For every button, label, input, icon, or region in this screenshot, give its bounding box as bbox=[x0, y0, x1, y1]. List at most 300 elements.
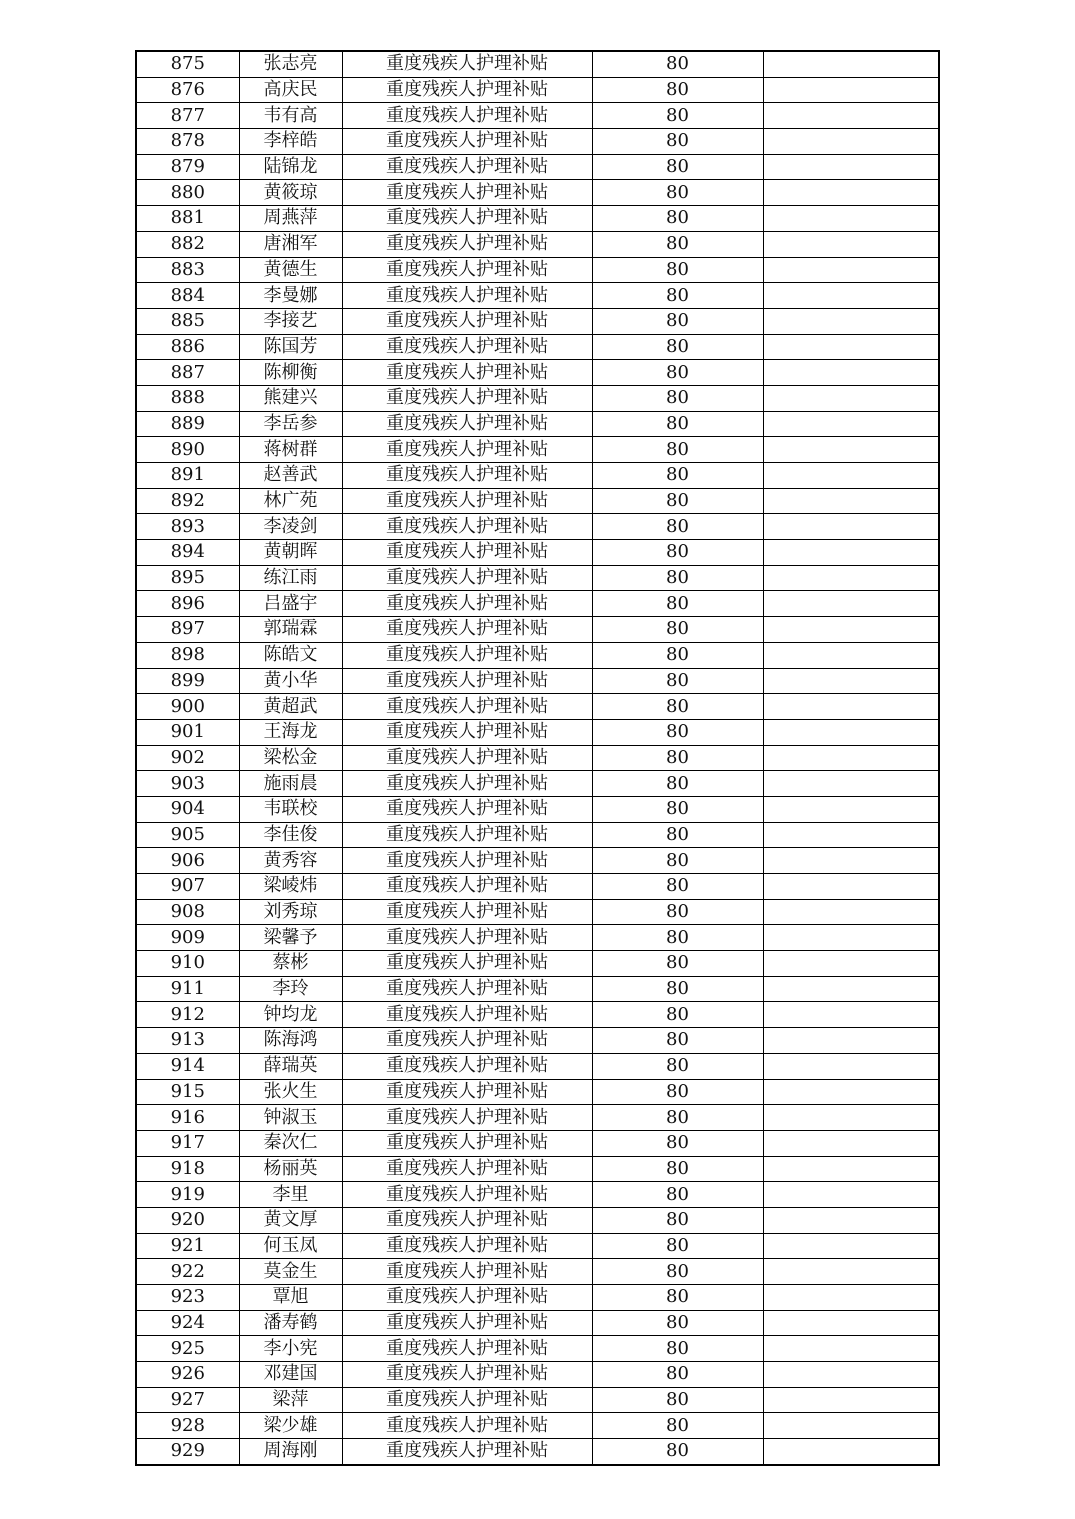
name-cell: 唐湘军 bbox=[239, 231, 342, 257]
amount-cell: 80 bbox=[592, 668, 763, 694]
remark-cell bbox=[763, 231, 939, 257]
remark-cell bbox=[763, 360, 939, 386]
subsidy-type-cell: 重度残疾人护理补贴 bbox=[342, 154, 592, 180]
amount-cell: 80 bbox=[592, 540, 763, 566]
name-cell: 黄秀容 bbox=[239, 848, 342, 874]
subsidy-type-cell: 重度残疾人护理补贴 bbox=[342, 257, 592, 283]
serial-number-cell: 922 bbox=[136, 1259, 239, 1285]
subsidy-type-cell: 重度残疾人护理补贴 bbox=[342, 719, 592, 745]
serial-number-cell: 890 bbox=[136, 437, 239, 463]
name-cell: 赵善武 bbox=[239, 463, 342, 489]
serial-number-cell: 905 bbox=[136, 822, 239, 848]
serial-number-cell: 891 bbox=[136, 463, 239, 489]
remark-cell bbox=[763, 1130, 939, 1156]
name-cell: 练江雨 bbox=[239, 565, 342, 591]
subsidy-type-cell: 重度残疾人护理补贴 bbox=[342, 668, 592, 694]
remark-cell bbox=[763, 180, 939, 206]
table-row bbox=[136, 360, 939, 386]
amount-cell: 80 bbox=[592, 1079, 763, 1105]
remark-cell bbox=[763, 540, 939, 566]
table-row bbox=[136, 1130, 939, 1156]
subsidy-type-cell: 重度残疾人护理补贴 bbox=[342, 951, 592, 977]
serial-number-cell: 877 bbox=[136, 103, 239, 129]
remark-cell bbox=[763, 1079, 939, 1105]
amount-cell: 80 bbox=[592, 1207, 763, 1233]
serial-number-cell: 902 bbox=[136, 745, 239, 771]
name-cell: 林广苑 bbox=[239, 488, 342, 514]
table-row bbox=[136, 694, 939, 720]
remark-cell bbox=[763, 206, 939, 232]
name-cell: 莫金生 bbox=[239, 1259, 342, 1285]
amount-cell: 80 bbox=[592, 822, 763, 848]
remark-cell bbox=[763, 1053, 939, 1079]
remark-cell bbox=[763, 463, 939, 489]
name-cell: 陆锦龙 bbox=[239, 154, 342, 180]
amount-cell: 80 bbox=[592, 1156, 763, 1182]
table-row bbox=[136, 1182, 939, 1208]
name-cell: 陈海鸿 bbox=[239, 1028, 342, 1054]
serial-number-cell: 899 bbox=[136, 668, 239, 694]
serial-number-cell: 911 bbox=[136, 976, 239, 1002]
serial-number-cell: 884 bbox=[136, 283, 239, 309]
remark-cell bbox=[763, 385, 939, 411]
name-cell: 吕盛宇 bbox=[239, 591, 342, 617]
serial-number-cell: 881 bbox=[136, 206, 239, 232]
name-cell: 黄小华 bbox=[239, 668, 342, 694]
name-cell: 秦次仁 bbox=[239, 1130, 342, 1156]
remark-cell bbox=[763, 617, 939, 643]
amount-cell: 80 bbox=[592, 129, 763, 155]
amount-cell: 80 bbox=[592, 796, 763, 822]
subsidy-type-cell: 重度残疾人护理补贴 bbox=[342, 103, 592, 129]
serial-number-cell: 880 bbox=[136, 180, 239, 206]
serial-number-cell: 915 bbox=[136, 1079, 239, 1105]
table-row bbox=[136, 1285, 939, 1311]
amount-cell: 80 bbox=[592, 488, 763, 514]
subsidy-table bbox=[135, 50, 940, 1466]
name-cell: 高庆民 bbox=[239, 77, 342, 103]
name-cell: 陈柳衡 bbox=[239, 360, 342, 386]
subsidy-type-cell: 重度残疾人护理补贴 bbox=[342, 540, 592, 566]
subsidy-type-cell: 重度残疾人护理补贴 bbox=[342, 565, 592, 591]
table-row bbox=[136, 719, 939, 745]
table-row bbox=[136, 463, 939, 489]
subsidy-type-cell: 重度残疾人护理补贴 bbox=[342, 796, 592, 822]
subsidy-type-cell: 重度残疾人护理补贴 bbox=[342, 899, 592, 925]
serial-number-cell: 904 bbox=[136, 796, 239, 822]
amount-cell: 80 bbox=[592, 899, 763, 925]
table-row bbox=[136, 51, 939, 77]
name-cell: 李小宪 bbox=[239, 1336, 342, 1362]
remark-cell bbox=[763, 1310, 939, 1336]
subsidy-type-cell: 重度残疾人护理补贴 bbox=[342, 874, 592, 900]
remark-cell bbox=[763, 719, 939, 745]
table-row bbox=[136, 565, 939, 591]
table-row bbox=[136, 77, 939, 103]
remark-cell bbox=[763, 899, 939, 925]
name-cell: 潘寿鹤 bbox=[239, 1310, 342, 1336]
subsidy-type-cell: 重度残疾人护理补贴 bbox=[342, 1182, 592, 1208]
amount-cell: 80 bbox=[592, 411, 763, 437]
subsidy-type-cell: 重度残疾人护理补贴 bbox=[342, 1362, 592, 1388]
serial-number-cell: 923 bbox=[136, 1285, 239, 1311]
table-row bbox=[136, 308, 939, 334]
serial-number-cell: 894 bbox=[136, 540, 239, 566]
amount-cell: 80 bbox=[592, 463, 763, 489]
name-cell: 钟均龙 bbox=[239, 1002, 342, 1028]
subsidy-type-cell: 重度残疾人护理补贴 bbox=[342, 1105, 592, 1131]
table-row bbox=[136, 231, 939, 257]
serial-number-cell: 883 bbox=[136, 257, 239, 283]
subsidy-type-cell: 重度残疾人护理补贴 bbox=[342, 617, 592, 643]
table-row bbox=[136, 951, 939, 977]
serial-number-cell: 912 bbox=[136, 1002, 239, 1028]
name-cell: 李玲 bbox=[239, 976, 342, 1002]
subsidy-type-cell: 重度残疾人护理补贴 bbox=[342, 1130, 592, 1156]
amount-cell: 80 bbox=[592, 154, 763, 180]
amount-cell: 80 bbox=[592, 231, 763, 257]
remark-cell bbox=[763, 642, 939, 668]
table-row bbox=[136, 1028, 939, 1054]
serial-number-cell: 875 bbox=[136, 51, 239, 77]
amount-cell: 80 bbox=[592, 360, 763, 386]
amount-cell: 80 bbox=[592, 745, 763, 771]
subsidy-type-cell: 重度残疾人护理补贴 bbox=[342, 1259, 592, 1285]
subsidy-type-cell: 重度残疾人护理补贴 bbox=[342, 308, 592, 334]
amount-cell: 80 bbox=[592, 1259, 763, 1285]
remark-cell bbox=[763, 694, 939, 720]
amount-cell: 80 bbox=[592, 874, 763, 900]
subsidy-type-cell: 重度残疾人护理补贴 bbox=[342, 1285, 592, 1311]
serial-number-cell: 879 bbox=[136, 154, 239, 180]
table-row bbox=[136, 1079, 939, 1105]
serial-number-cell: 878 bbox=[136, 129, 239, 155]
serial-number-cell: 887 bbox=[136, 360, 239, 386]
remark-cell bbox=[763, 1105, 939, 1131]
name-cell: 蒋树群 bbox=[239, 437, 342, 463]
remark-cell bbox=[763, 1233, 939, 1259]
name-cell: 李梓皓 bbox=[239, 129, 342, 155]
serial-number-cell: 900 bbox=[136, 694, 239, 720]
serial-number-cell: 876 bbox=[136, 77, 239, 103]
table-row bbox=[136, 385, 939, 411]
subsidy-type-cell: 重度残疾人护理补贴 bbox=[342, 591, 592, 617]
serial-number-cell: 921 bbox=[136, 1233, 239, 1259]
table-row bbox=[136, 1336, 939, 1362]
subsidy-type-cell: 重度残疾人护理补贴 bbox=[342, 1310, 592, 1336]
remark-cell bbox=[763, 565, 939, 591]
subsidy-type-cell: 重度残疾人护理补贴 bbox=[342, 694, 592, 720]
name-cell: 李岳参 bbox=[239, 411, 342, 437]
table-row bbox=[136, 129, 939, 155]
amount-cell: 80 bbox=[592, 1413, 763, 1439]
table-row bbox=[136, 771, 939, 797]
table-row bbox=[136, 411, 939, 437]
remark-cell bbox=[763, 1182, 939, 1208]
table-row bbox=[136, 745, 939, 771]
remark-cell bbox=[763, 1336, 939, 1362]
remark-cell bbox=[763, 1156, 939, 1182]
amount-cell: 80 bbox=[592, 385, 763, 411]
table-row bbox=[136, 1362, 939, 1388]
table-row bbox=[136, 1105, 939, 1131]
serial-number-cell: 906 bbox=[136, 848, 239, 874]
name-cell: 周海刚 bbox=[239, 1439, 342, 1465]
remark-cell bbox=[763, 103, 939, 129]
subsidy-type-cell: 重度残疾人护理补贴 bbox=[342, 51, 592, 77]
remark-cell bbox=[763, 411, 939, 437]
name-cell: 梁松金 bbox=[239, 745, 342, 771]
subsidy-type-cell: 重度残疾人护理补贴 bbox=[342, 1413, 592, 1439]
remark-cell bbox=[763, 437, 939, 463]
remark-cell bbox=[763, 77, 939, 103]
remark-cell bbox=[763, 1259, 939, 1285]
amount-cell: 80 bbox=[592, 1362, 763, 1388]
subsidy-type-cell: 重度残疾人护理补贴 bbox=[342, 976, 592, 1002]
remark-cell bbox=[763, 1028, 939, 1054]
amount-cell: 80 bbox=[592, 180, 763, 206]
remark-cell bbox=[763, 822, 939, 848]
table-row bbox=[136, 617, 939, 643]
subsidy-type-cell: 重度残疾人护理补贴 bbox=[342, 1439, 592, 1465]
amount-cell: 80 bbox=[592, 514, 763, 540]
amount-cell: 80 bbox=[592, 719, 763, 745]
subsidy-type-cell: 重度残疾人护理补贴 bbox=[342, 1053, 592, 1079]
table-row bbox=[136, 103, 939, 129]
remark-cell bbox=[763, 129, 939, 155]
subsidy-type-cell: 重度残疾人护理补贴 bbox=[342, 848, 592, 874]
amount-cell: 80 bbox=[592, 334, 763, 360]
name-cell: 黄朝晖 bbox=[239, 540, 342, 566]
name-cell: 周燕萍 bbox=[239, 206, 342, 232]
name-cell: 郭瑞霖 bbox=[239, 617, 342, 643]
amount-cell: 80 bbox=[592, 976, 763, 1002]
table-row bbox=[136, 591, 939, 617]
subsidy-type-cell: 重度残疾人护理补贴 bbox=[342, 1156, 592, 1182]
remark-cell bbox=[763, 1387, 939, 1413]
name-cell: 施雨晨 bbox=[239, 771, 342, 797]
serial-number-cell: 907 bbox=[136, 874, 239, 900]
subsidy-type-cell: 重度残疾人护理补贴 bbox=[342, 925, 592, 951]
amount-cell: 80 bbox=[592, 617, 763, 643]
name-cell: 张志亮 bbox=[239, 51, 342, 77]
amount-cell: 80 bbox=[592, 1336, 763, 1362]
remark-cell bbox=[763, 257, 939, 283]
amount-cell: 80 bbox=[592, 1130, 763, 1156]
amount-cell: 80 bbox=[592, 771, 763, 797]
serial-number-cell: 888 bbox=[136, 385, 239, 411]
subsidy-type-cell: 重度残疾人护理补贴 bbox=[342, 1207, 592, 1233]
name-cell: 黄超武 bbox=[239, 694, 342, 720]
subsidy-type-cell: 重度残疾人护理补贴 bbox=[342, 411, 592, 437]
serial-number-cell: 895 bbox=[136, 565, 239, 591]
table-row bbox=[136, 206, 939, 232]
name-cell: 李凌剑 bbox=[239, 514, 342, 540]
amount-cell: 80 bbox=[592, 1439, 763, 1465]
serial-number-cell: 927 bbox=[136, 1387, 239, 1413]
serial-number-cell: 898 bbox=[136, 642, 239, 668]
serial-number-cell: 909 bbox=[136, 925, 239, 951]
subsidy-type-cell: 重度残疾人护理补贴 bbox=[342, 206, 592, 232]
table-row bbox=[136, 899, 939, 925]
serial-number-cell: 903 bbox=[136, 771, 239, 797]
name-cell: 黄德生 bbox=[239, 257, 342, 283]
subsidy-type-cell: 重度残疾人护理补贴 bbox=[342, 1387, 592, 1413]
remark-cell bbox=[763, 1362, 939, 1388]
remark-cell bbox=[763, 1439, 939, 1465]
remark-cell bbox=[763, 925, 939, 951]
subsidy-type-cell: 重度残疾人护理补贴 bbox=[342, 488, 592, 514]
amount-cell: 80 bbox=[592, 1105, 763, 1131]
serial-number-cell: 893 bbox=[136, 514, 239, 540]
table-row bbox=[136, 488, 939, 514]
name-cell: 熊建兴 bbox=[239, 385, 342, 411]
serial-number-cell: 885 bbox=[136, 308, 239, 334]
amount-cell: 80 bbox=[592, 1028, 763, 1054]
serial-number-cell: 886 bbox=[136, 334, 239, 360]
serial-number-cell: 892 bbox=[136, 488, 239, 514]
remark-cell bbox=[763, 488, 939, 514]
table-row bbox=[136, 874, 939, 900]
serial-number-cell: 916 bbox=[136, 1105, 239, 1131]
subsidy-type-cell: 重度残疾人护理补贴 bbox=[342, 822, 592, 848]
table-row bbox=[136, 540, 939, 566]
subsidy-type-cell: 重度残疾人护理补贴 bbox=[342, 129, 592, 155]
table-body bbox=[136, 51, 939, 1465]
remark-cell bbox=[763, 874, 939, 900]
remark-cell bbox=[763, 848, 939, 874]
subsidy-type-cell: 重度残疾人护理补贴 bbox=[342, 180, 592, 206]
serial-number-cell: 910 bbox=[136, 951, 239, 977]
remark-cell bbox=[763, 308, 939, 334]
amount-cell: 80 bbox=[592, 642, 763, 668]
table-row bbox=[136, 437, 939, 463]
name-cell: 蔡彬 bbox=[239, 951, 342, 977]
serial-number-cell: 924 bbox=[136, 1310, 239, 1336]
amount-cell: 80 bbox=[592, 925, 763, 951]
name-cell: 薛瑞英 bbox=[239, 1053, 342, 1079]
remark-cell bbox=[763, 1002, 939, 1028]
amount-cell: 80 bbox=[592, 308, 763, 334]
name-cell: 梁馨予 bbox=[239, 925, 342, 951]
serial-number-cell: 889 bbox=[136, 411, 239, 437]
serial-number-cell: 925 bbox=[136, 1336, 239, 1362]
serial-number-cell: 913 bbox=[136, 1028, 239, 1054]
serial-number-cell: 919 bbox=[136, 1182, 239, 1208]
remark-cell bbox=[763, 668, 939, 694]
amount-cell: 80 bbox=[592, 206, 763, 232]
table-row bbox=[136, 1413, 939, 1439]
name-cell: 梁少雄 bbox=[239, 1413, 342, 1439]
name-cell: 梁崚炜 bbox=[239, 874, 342, 900]
table-row bbox=[136, 668, 939, 694]
amount-cell: 80 bbox=[592, 1233, 763, 1259]
remark-cell bbox=[763, 154, 939, 180]
amount-cell: 80 bbox=[592, 951, 763, 977]
name-cell: 陈国芳 bbox=[239, 334, 342, 360]
remark-cell bbox=[763, 1285, 939, 1311]
subsidy-type-cell: 重度残疾人护理补贴 bbox=[342, 463, 592, 489]
subsidy-type-cell: 重度残疾人护理补贴 bbox=[342, 283, 592, 309]
remark-cell bbox=[763, 771, 939, 797]
table-row bbox=[136, 1439, 939, 1465]
table-row bbox=[136, 976, 939, 1002]
subsidy-type-cell: 重度残疾人护理补贴 bbox=[342, 1028, 592, 1054]
serial-number-cell: 926 bbox=[136, 1362, 239, 1388]
name-cell: 何玉凤 bbox=[239, 1233, 342, 1259]
name-cell: 黄筱琼 bbox=[239, 180, 342, 206]
name-cell: 钟淑玉 bbox=[239, 1105, 342, 1131]
remark-cell bbox=[763, 951, 939, 977]
remark-cell bbox=[763, 591, 939, 617]
serial-number-cell: 896 bbox=[136, 591, 239, 617]
table-row bbox=[136, 1002, 939, 1028]
remark-cell bbox=[763, 1207, 939, 1233]
table-row bbox=[136, 514, 939, 540]
amount-cell: 80 bbox=[592, 1285, 763, 1311]
subsidy-type-cell: 重度残疾人护理补贴 bbox=[342, 1002, 592, 1028]
amount-cell: 80 bbox=[592, 437, 763, 463]
amount-cell: 80 bbox=[592, 1002, 763, 1028]
table-row bbox=[136, 925, 939, 951]
name-cell: 韦有高 bbox=[239, 103, 342, 129]
table-row bbox=[136, 1156, 939, 1182]
serial-number-cell: 901 bbox=[136, 719, 239, 745]
name-cell: 刘秀琼 bbox=[239, 899, 342, 925]
serial-number-cell: 914 bbox=[136, 1053, 239, 1079]
remark-cell bbox=[763, 514, 939, 540]
remark-cell bbox=[763, 334, 939, 360]
amount-cell: 80 bbox=[592, 565, 763, 591]
amount-cell: 80 bbox=[592, 77, 763, 103]
subsidy-type-cell: 重度残疾人护理补贴 bbox=[342, 1079, 592, 1105]
table-row bbox=[136, 180, 939, 206]
table-row bbox=[136, 257, 939, 283]
name-cell: 李接艺 bbox=[239, 308, 342, 334]
subsidy-type-cell: 重度残疾人护理补贴 bbox=[342, 231, 592, 257]
remark-cell bbox=[763, 976, 939, 1002]
table-row bbox=[136, 1053, 939, 1079]
remark-cell bbox=[763, 283, 939, 309]
name-cell: 李佳俊 bbox=[239, 822, 342, 848]
table-row bbox=[136, 1259, 939, 1285]
table-row bbox=[136, 822, 939, 848]
subsidy-type-cell: 重度残疾人护理补贴 bbox=[342, 1233, 592, 1259]
amount-cell: 80 bbox=[592, 591, 763, 617]
amount-cell: 80 bbox=[592, 51, 763, 77]
name-cell: 陈皓文 bbox=[239, 642, 342, 668]
serial-number-cell: 882 bbox=[136, 231, 239, 257]
subsidy-type-cell: 重度残疾人护理补贴 bbox=[342, 77, 592, 103]
table-row bbox=[136, 796, 939, 822]
subsidy-type-cell: 重度残疾人护理补贴 bbox=[342, 360, 592, 386]
name-cell: 王海龙 bbox=[239, 719, 342, 745]
name-cell: 李曼娜 bbox=[239, 283, 342, 309]
serial-number-cell: 918 bbox=[136, 1156, 239, 1182]
table-row bbox=[136, 848, 939, 874]
subsidy-type-cell: 重度残疾人护理补贴 bbox=[342, 385, 592, 411]
name-cell: 邓建国 bbox=[239, 1362, 342, 1388]
subsidy-type-cell: 重度残疾人护理补贴 bbox=[342, 437, 592, 463]
serial-number-cell: 908 bbox=[136, 899, 239, 925]
serial-number-cell: 920 bbox=[136, 1207, 239, 1233]
name-cell: 李里 bbox=[239, 1182, 342, 1208]
name-cell: 张火生 bbox=[239, 1079, 342, 1105]
serial-number-cell: 928 bbox=[136, 1413, 239, 1439]
remark-cell bbox=[763, 51, 939, 77]
subsidy-type-cell: 重度残疾人护理补贴 bbox=[342, 642, 592, 668]
table-row bbox=[136, 642, 939, 668]
